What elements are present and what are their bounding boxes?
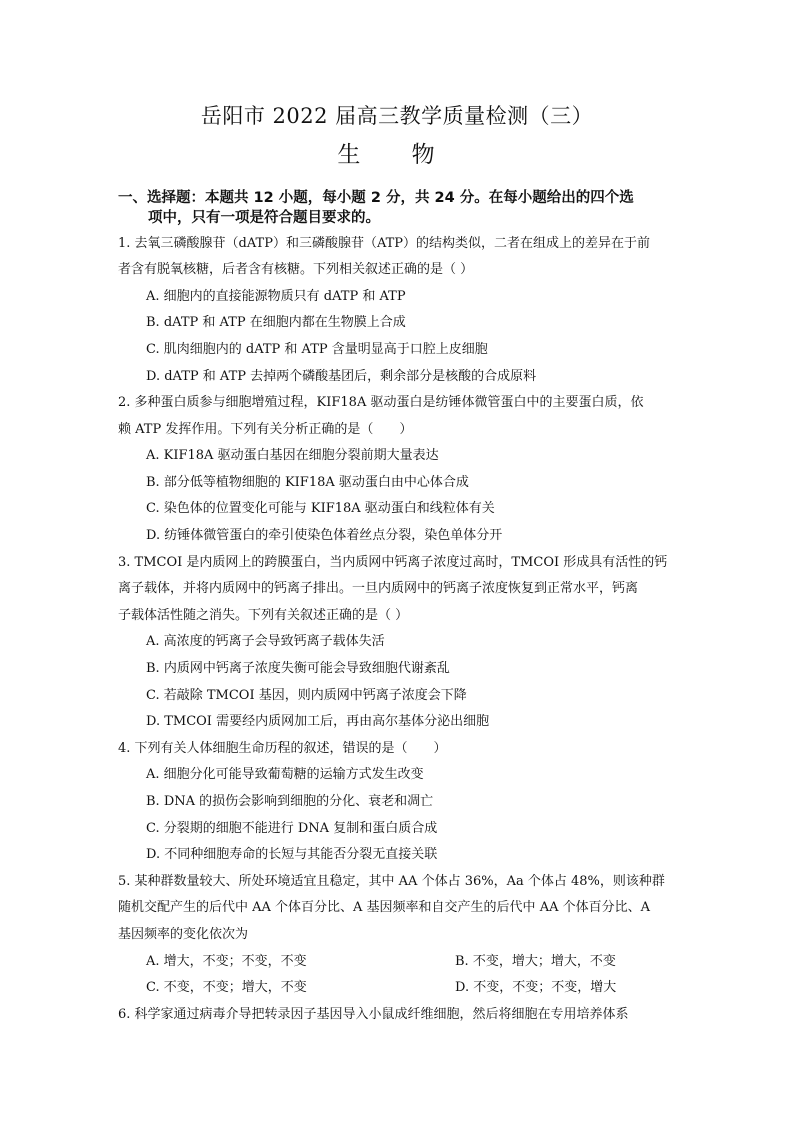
exam-title: 岳阳市 2022 届高三教学质量检测（三） [200,104,594,128]
question-5-option-b: B. 不变，增大；增大，不变 [455,954,616,969]
question-3-option-d: D. TMCOI 需要经内质网加工后，再由高尔基体分泌出细胞 [146,714,490,729]
question-3-stem-line-1: 3. TMCOI 是内质网上的跨膜蛋白，当内质网中钙离子浓度过高时，TMCOI 形成具有活性的钙 [118,555,668,570]
section-heading [118,188,688,228]
question-5-option-a: A. 增大，不变；不变，不变 [146,954,307,969]
question-5-stem-line-3: 基因频率的变化依次为 [118,927,249,942]
question-4-option-b: B. DNA 的损伤会影响到细胞的分化、衰老和凋亡 [146,794,434,809]
question-5-option-d: D. 不变，不变；不变，增大 [455,980,617,995]
question-4-stem-line-1: 4. 下列有关人体细胞生命历程的叙述，错误的是（ ） [118,741,447,756]
question-3-stem-line-2: 离子载体，并将内质网中的钙离子排出。一旦内质网中的钙离子浓度恢复到正常水平，钙离 [118,581,639,596]
subject-title: 生 物 [337,142,457,168]
question-1-option-b: B. dATP 和 ATP 在细胞内都在生物膜上合成 [146,315,406,330]
question-4-option-c: C. 分裂期的细胞不能进行 DNA 复制和蛋白质合成 [146,821,438,836]
section-heading-line-2: 项中，只有一项是符合题目要求的。 [148,210,380,226]
question-4-option-a: A. 细胞分化可能导致葡萄糖的运输方式发生改变 [146,767,424,782]
question-1-option-d: D. dATP 和 ATP 去掉两个磷酸基团后，剩余部分是核酸的合成原料 [146,369,537,384]
question-5-option-c: C. 不变，不变；增大，不变 [146,980,307,995]
question-3-option-b: B. 内质网中钙离子浓度失衡可能会导致细胞代谢紊乱 [146,661,450,676]
question-3-stem-line-3: 子载体活性随之消失。下列有关叙述正确的是（ ） [118,608,409,623]
question-2-option-a: A. KIF18A 驱动蛋白基因在细胞分裂前期大量表达 [146,448,439,463]
question-2-option-d: D. 纺锤体微管蛋白的牵引使染色体着丝点分裂，染色单体分开 [146,528,503,543]
question-2-stem-line-1: 2. 多种蛋白质参与细胞增殖过程，KIF18A 驱动蛋白是纺锤体微管蛋白中的主要蛋白质，依 [118,395,644,410]
question-1-stem-line-2: 者含有脱氧核糖，后者含有核糖。下列相关叙述正确的是（ ） [118,262,474,277]
question-2-option-b: B. 部分低等植物细胞的 KIF18A 驱动蛋白由中心体合成 [146,475,469,490]
section-heading-line-1: 一、选择题：本题共 12 小题，每小题 2 分，共 24 分。在每小题给出的四个选 [118,190,634,206]
question-2-stem-line-2: 赖 ATP 发挥作用。下列有关分析正确的是（ ） [118,422,413,437]
question-5-stem-line-2: 随机交配产生的后代中 AA 个体百分比、A 基因频率和自交产生的后代中 AA 个体百分比、A [118,900,650,915]
question-1-option-a: A. 细胞内的直接能源物质只有 dATP 和 ATP [146,289,406,304]
question-3-option-c: C. 若敲除 TMCOI 基因，则内质网中钙离子浓度会下降 [146,688,467,703]
question-5-stem-line-1: 5. 某种群数量较大、所处环境适宜且稳定，其中 AA 个体占 36%，Aa 个体占 48%，则该种群 [118,874,665,889]
question-1-stem-line-1: 1. 去氧三磷酸腺苷（dATP）和三磷酸腺苷（ATP）的结构类似，二者在组成上的差异在于前 [118,236,651,251]
question-2-option-c: C. 染色体的位置变化可能与 KIF18A 驱动蛋白和线粒体有关 [146,501,495,516]
question-3-option-a: A. 高浓度的钙离子会导致钙离子载体失活 [146,634,385,649]
question-6-stem-line-1: 6. 科学家通过病毒介导把转录因子基因导入小鼠成纤维细胞，然后将细胞在专用培养体系 [118,1007,629,1022]
question-4-option-d: D. 不同种细胞寿命的长短与其能否分裂无直接关联 [146,847,438,862]
question-1-option-c: C. 肌肉细胞内的 dATP 和 ATP 含量明显高于口腔上皮细胞 [146,342,488,357]
